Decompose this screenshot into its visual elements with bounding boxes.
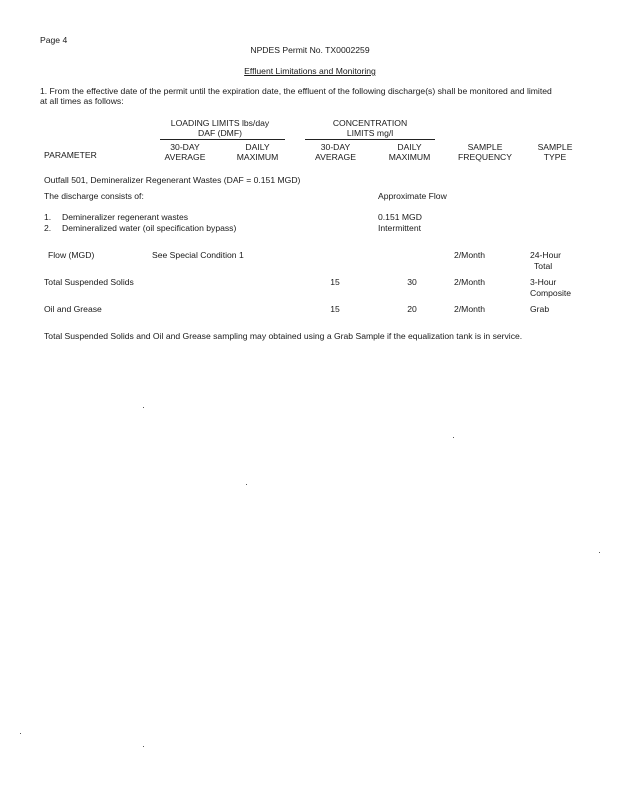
loading-limits-header: LOADING LIMITS lbs/day [170, 118, 270, 128]
scan-speck [143, 407, 144, 408]
conc-max-header-1: DAILY [397, 142, 422, 152]
row-parameter: Flow (MGD) [48, 250, 95, 260]
concentration-limits-rule [305, 139, 435, 140]
scan-speck [246, 484, 247, 485]
conc-avg-header-1: 30-DAY [320, 142, 351, 152]
scan-speck [599, 552, 600, 553]
approximate-flow-label: Approximate Flow [378, 191, 447, 201]
discharge-consists-label: The discharge consists of: [44, 191, 144, 201]
scan-speck [20, 733, 21, 734]
list-item-name: Demineralizer regenerant wastes [62, 212, 189, 222]
scan-speck [453, 437, 454, 438]
list-item-number: 2. [44, 223, 52, 233]
loading-avg-header-2: AVERAGE [164, 152, 206, 162]
row-sample-type-1: 24-Hour [530, 250, 562, 260]
row-concentration-average: 15 [330, 304, 340, 314]
list-item-flow: Intermittent [378, 223, 421, 233]
type-header-1: SAMPLE [537, 142, 573, 152]
row-sample-frequency: 2/Month [454, 250, 486, 260]
row-parameter: Oil and Grease [44, 304, 102, 314]
outfall-title: Outfall 501, Demineralizer Regenerant Wastes (DAF = 0.151 MGD) [44, 175, 301, 185]
parameter-header: PARAMETER [44, 150, 97, 160]
page-number: Page 4 [40, 35, 68, 45]
row-loading-average: See Special Condition 1 [152, 250, 244, 260]
concentration-limits-unit: LIMITS mg/l [346, 128, 394, 138]
loading-avg-header-1: 30-DAY [170, 142, 200, 152]
type-header-2: TYPE [543, 152, 567, 162]
intro-line-1: 1. From the effective date of the permit until the expiration date, the effluent of the following discharge(s) shall be monitored and limited [40, 86, 552, 96]
scan-speck [143, 746, 144, 747]
permit-number: NPDES Permit No. TX0002259 [250, 45, 370, 55]
frequency-header-2: FREQUENCY [458, 152, 512, 162]
row-sample-type-1: Grab [530, 304, 550, 314]
row-concentration-maximum: 30 [407, 277, 417, 287]
row-concentration-average: 15 [330, 277, 340, 287]
row-sample-type-2: Composite [530, 288, 572, 298]
loading-max-header-1: DAILY [245, 142, 270, 152]
loading-limits-unit: DAF (DMF) [198, 128, 242, 138]
footnote: Total Suspended Solids and Oil and Grease sampling may obtained using a Grab Sample if the equalization tank is in service. [44, 331, 523, 341]
row-concentration-maximum: 20 [407, 304, 417, 314]
row-sample-frequency: 2/Month [454, 304, 486, 314]
row-parameter: Total Suspended Solids [44, 277, 134, 287]
loading-limits-rule [160, 139, 285, 140]
intro-line-2: at all times as follows: [40, 96, 124, 106]
concentration-limits-header: CONCENTRATION [332, 118, 408, 128]
row-sample-type-1: 3-Hour [530, 277, 557, 287]
row-sample-frequency: 2/Month [454, 277, 486, 287]
conc-max-header-2: MAXIMUM [388, 152, 431, 162]
loading-max-header-2: MAXIMUM [236, 152, 279, 162]
frequency-header-1: SAMPLE [467, 142, 503, 152]
section-title: Effluent Limitations and Monitoring [244, 66, 376, 76]
list-item-name: Demineralized water (oil specification bypass) [62, 223, 237, 233]
list-item-flow: 0.151 MGD [378, 212, 422, 222]
row-sample-type-2: Total [534, 261, 553, 271]
conc-avg-header-2: AVERAGE [315, 152, 356, 162]
list-item-number: 1. [44, 212, 52, 222]
